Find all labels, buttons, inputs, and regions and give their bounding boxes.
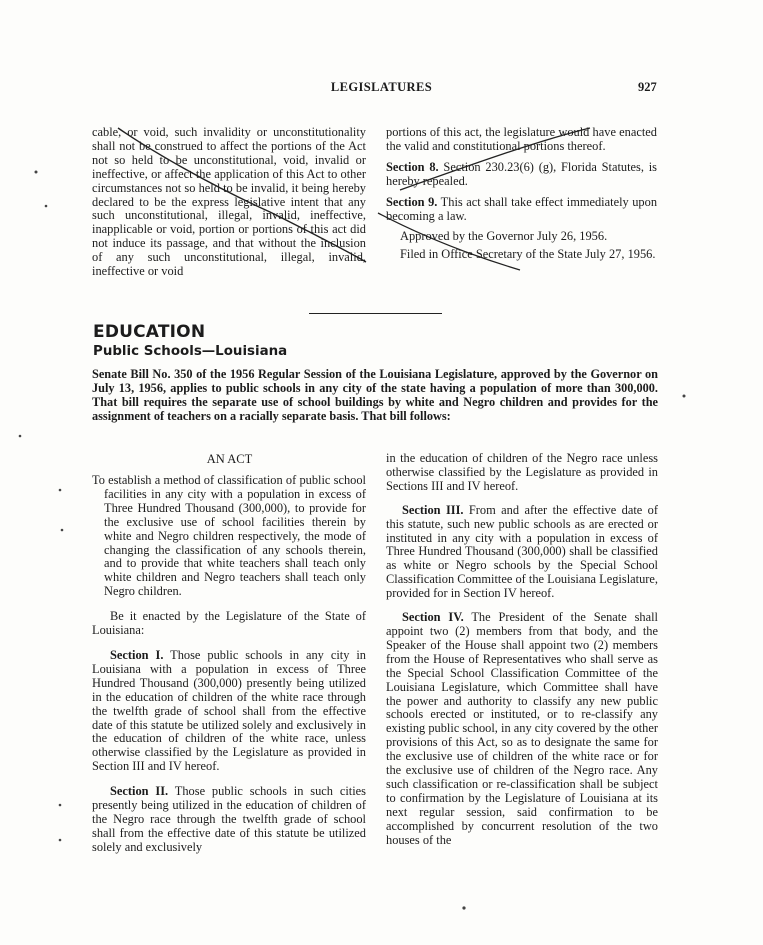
section-iii-label: Section III.	[402, 502, 464, 517]
section-i-label: Section I.	[110, 647, 164, 662]
strike-line-right-lower	[378, 213, 520, 270]
continued-paragraph-end: portions of this act, the legislature would have enacted the valid and constitutional portions thereof.	[386, 125, 657, 153]
margin-speck	[462, 906, 465, 909]
margin-speck	[59, 839, 62, 842]
continued-paragraph: cable, or void, such invalidity or unconstitutionality shall not be construed to affect the portions of the Act not so held to be unconstitutional, void, invalid or ineffective, or affect the application of this Act to other circumstances not so held to be invalid, it being hereby declared to be the express legislative intent that any such unconstitutional, illegal, invalid, ineffective, inapplicable or void, portion or portions of this act did not induce its passage, and that without the inclusion of any such unconstitutional, illegal, invalid, ineffective or void	[92, 125, 366, 279]
act-title: AN ACT	[206, 452, 253, 466]
margin-speck	[59, 489, 62, 492]
act-purpose: To establish a method of classification of public school facilities in any city with a population in excess of Three Hundred Thousand (300,000), to provide for the exclusive use of school facilities therein by white and Negro children respectively, the mode of changing the classification of any schools therein, and to provide that white teachers shall teach only white children and Negro teachers shall teach only Negro children.	[92, 473, 366, 599]
section-9-text: This act shall take effect immediately upon becoming a law.	[386, 194, 658, 223]
strike-line-right-upper	[400, 128, 590, 190]
filing-note: Filed in Office Secretary of the State July 27, 1956.	[400, 247, 656, 262]
section-iii-text: From and after the effective date of this statute, such new public schools as are erected or instituted in any city with a population in excess of Three Hundred Thousand (300,000) shall be classified as white or Negro schools by the Special School Classification Committee of the Louisiana Legislature, provided for in Section IV hereof.	[386, 502, 658, 601]
approval-note: Approved by the Governor July 26, 1956.	[400, 229, 608, 244]
section-i-text: Those public schools in any city in Louisiana with a population in excess of Three Hundred Thousand (300,000) presently being utilized in the education of children of the white race through the twelfth grade of school shall from the effective date of this statute be utilized solely and exclusively in the education of children of the white race, unless otherwise classified by the Legislature as provided in Section III and IV hereof.	[92, 647, 366, 774]
running-header: LEGISLATURES	[330, 80, 433, 94]
margin-speck	[19, 435, 22, 438]
section-ii-text: Those public schools in such cities presently being utilized in the education of children of the Negro race through the twelfth grade of school shall from the effective date of this statute be utilized solely and exclusively	[92, 784, 366, 854]
page-number: 927	[638, 80, 657, 94]
margin-speck	[45, 205, 48, 208]
section-8-text: Section 230.23(6) (g), Florida Statutes, is hereby repealed.	[386, 159, 658, 188]
section-8-label: Section 8.	[386, 159, 439, 174]
margin-speck	[59, 804, 62, 807]
section-9-label: Section 9.	[386, 194, 438, 209]
section-subheading: Public Schools—Louisiana	[93, 344, 288, 359]
margin-speck	[61, 529, 64, 532]
margin-speck	[35, 171, 38, 174]
section-ii-continued: in the education of children of the Negro race unless otherwise classified by the Legislature as provided in Sections III and IV hereof.	[386, 451, 658, 493]
section-ii-label: Section II.	[110, 784, 169, 799]
enacting-clause: Be it enacted by the Legislature of the State of Louisiana:	[92, 609, 366, 638]
strike-line-left	[118, 128, 366, 262]
bill-intro: Senate Bill No. 350 of the 1956 Regular Session of the Louisiana Legislature, approved by the Governor on July 13, 1956, applies to public schools in any city of the state having a population of more than 300,000. That bill requires the separate use of school buildings by white and Negro children and provides for the assignment of teachers on a racially separate basis. That bill follows:	[92, 367, 658, 423]
section-iv-label: Section IV.	[402, 610, 464, 625]
margin-speck	[683, 395, 686, 398]
section-iv-text: The President of the Senate shall appoint two (2) members from that body, and the Speaker of the House shall appoint two (2) members from the House of Representatives who shall serve as the Special School Classification Committee of the Louisiana Legislature, which Committee shall have the power and authority to classify any new public schools erected or instituted, or to re-classify any existing public school, in any city covered by the other provisions of this Act, so as to designate the same for the exclusive use of children of the white race or for the exclusive use of children of the Negro race. Any such classification or re-classification shall be subject to confirmation by the Legislature of Louisiana at its next regular session, said confirmation to be accomplished by concurrent resolution of the two houses of the	[386, 610, 658, 847]
section-heading: EDUCATION	[93, 322, 206, 342]
